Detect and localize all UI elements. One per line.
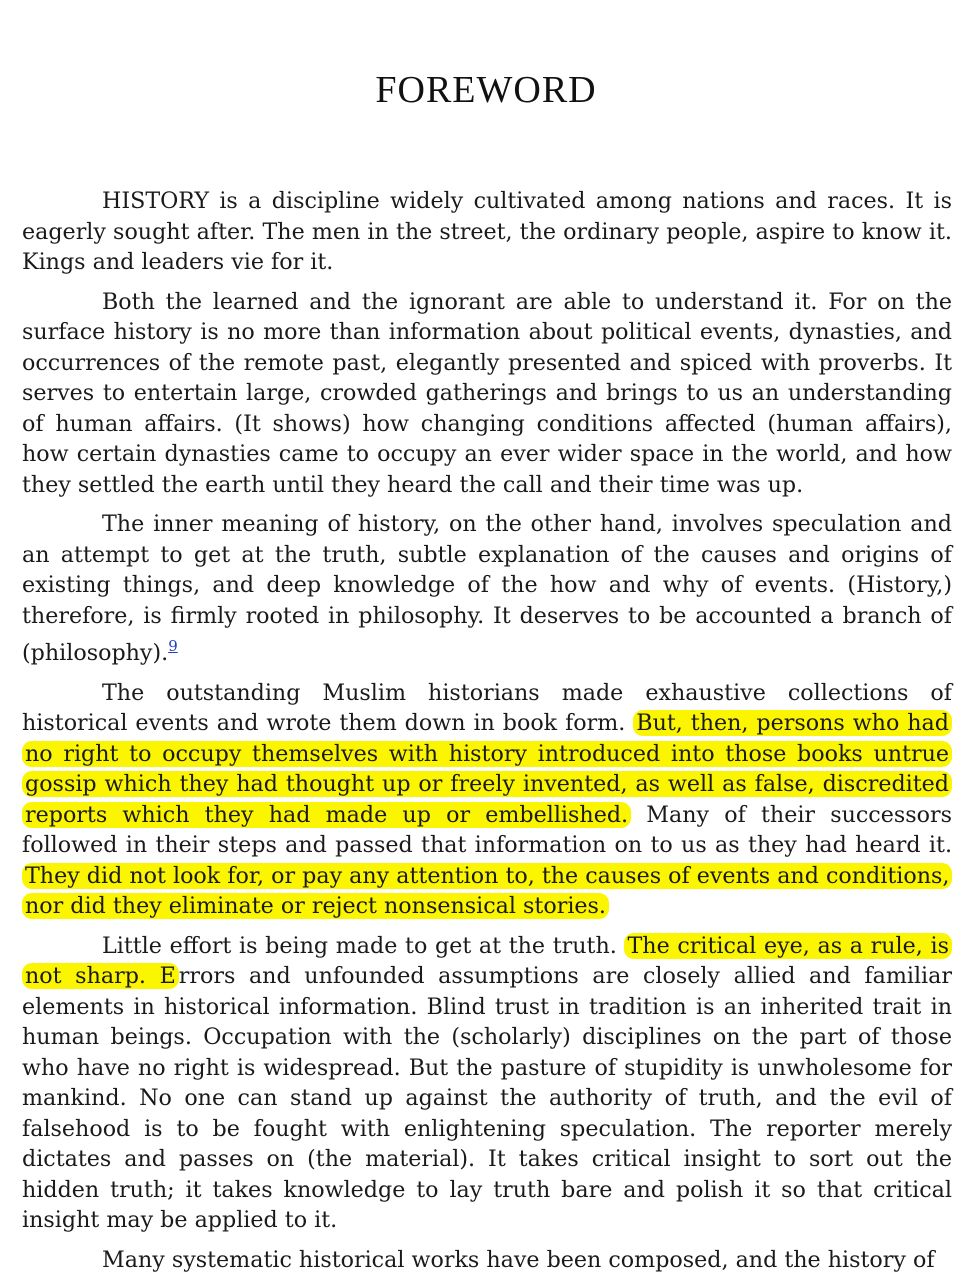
highlighted-text: The critical eye, as a rule, is not sharp. E — [22, 933, 952, 990]
paragraph — [22, 287, 952, 501]
paragraph-text: rrors and unfounded assumptions are closely allied and familiar elements in historical information. Blind trust in tradition is an inherited trait in human beings. Occupation with the (scholarly) disciplines on the part of those who have no right is widespread. But the pasture of stupidity is unwholesome for mankind. No one can stand up against the authority of truth, and the evil of falsehood is to be fought with enlightening speculation. The reporter merely dictates and passes on (the material). It takes critical insight to sort out the hidden truth; it takes knowledge to lay truth bare and polish it so that critical insight may be applied to it. — [22, 963, 952, 1233]
paragraph-text: HISTORY is a discipline widely cultivated among nations and races. It is eagerly sought after. The men in the street, the ordinary people, aspire to know it. Kings and leaders vie for it. — [22, 188, 952, 275]
paragraph — [22, 678, 952, 922]
paragraph — [22, 931, 952, 1236]
paragraph-text: Many systematic historical works have been composed, and the history of — [102, 1246, 935, 1273]
paragraph-text: The outstanding Muslim historians made exhaustive collections of historical events and wrote them down in book form. — [22, 679, 952, 736]
paragraph — [22, 186, 952, 278]
footnote-link[interactable]: 9 — [168, 637, 178, 655]
paragraph-text: Little effort is being made to get at the truth. — [102, 932, 625, 959]
paragraph — [22, 509, 952, 669]
paragraph-text: Both the learned and the ignorant are able to understand it. For on the surface history is no more than information about political events, dynasties, and occurrences of the remote past, elegantly presented and spiced with proverbs. It serves to entertain large, crowded gatherings and brings to us an understanding of human affairs. (It shows) how changing conditions affected (human affairs), how certain dynasties came to occupy an ever wider space in the world, and how they settled the earth until they heard the call and their time was up. — [22, 288, 952, 498]
highlighted-text: They did not look for, or pay any attention to, the causes of events and conditions, nor did they eliminate or reject nonsensical stories. — [22, 863, 952, 920]
paragraph-text: The inner meaning of history, on the other hand, involves speculation and an attempt to get at the truth, subtle explanation of the causes and origins of existing things, and deep knowledge of the how and why of events. (History,) therefore, is firmly rooted in philosophy. It deserves to be accounted a branch of (philosophy). — [22, 511, 952, 666]
page-title: FOREWORD — [375, 69, 597, 111]
highlighted-text: But, then, persons who had no right to occupy themselves with history introduced into those books untrue gossip which they had thought up or freely invented, as well as false, discredited reports which they had made up or embellished. — [22, 710, 952, 828]
document-body — [22, 186, 952, 1284]
paragraph — [22, 1245, 952, 1276]
paragraph-text: Many of their successors followed in their steps and passed that information on to us as they had heard it. — [22, 801, 952, 858]
